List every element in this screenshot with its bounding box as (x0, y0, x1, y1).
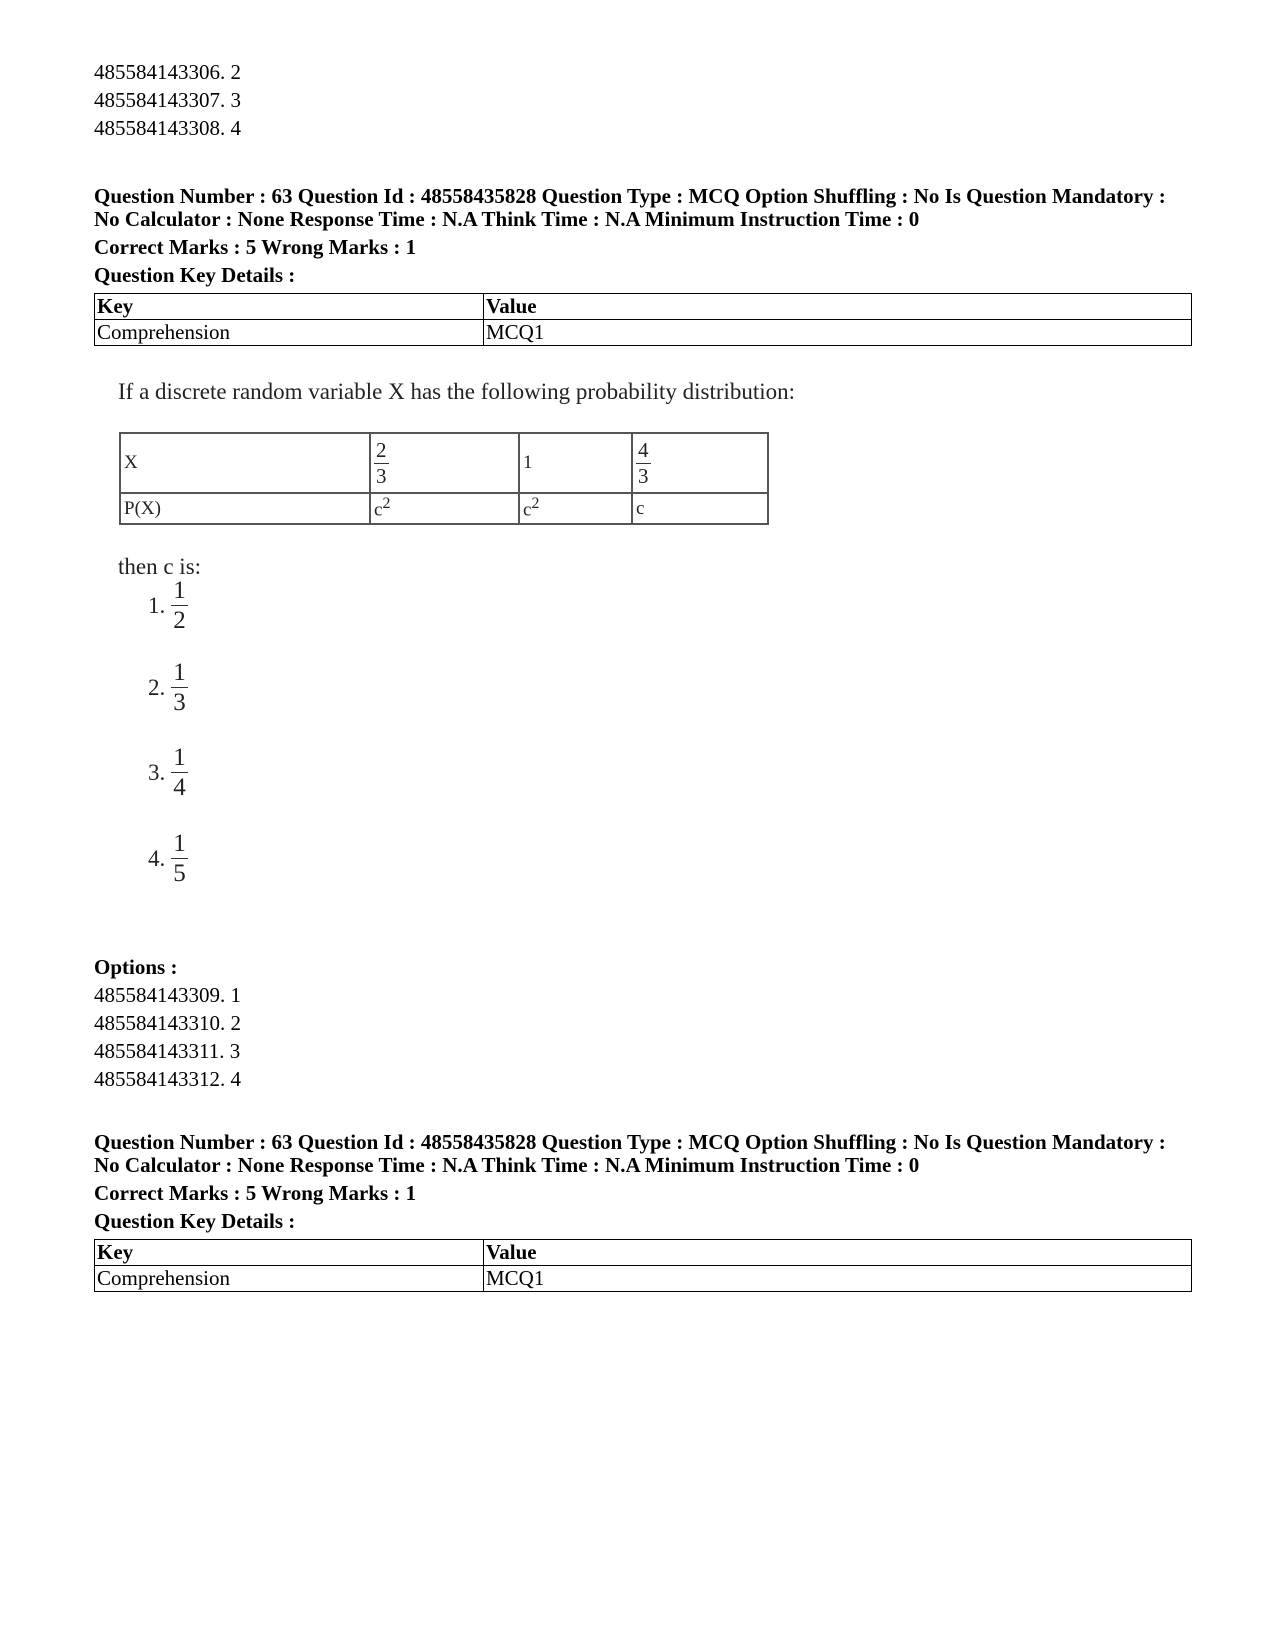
p-value-cell (370, 493, 519, 524)
fraction (636, 437, 651, 488)
option-2: 485584143310. 2 (94, 1011, 241, 1035)
value-cell: MCQ1 (484, 320, 1192, 346)
x-value-cell (370, 433, 519, 493)
question2-header-line2: No Calculator : None Response Time : N.A Think Time : N.A Minimum Instruction Time : 0 (94, 1153, 920, 1177)
value-header: Value (484, 1240, 1192, 1266)
options-label: Options : (94, 955, 178, 979)
p-base: c (523, 499, 532, 521)
numerator: 1 (173, 744, 186, 771)
prev-option-1: 485584143306. 2 (94, 60, 241, 84)
x-value-cell (632, 433, 768, 493)
key-cell: Comprehension (95, 320, 484, 346)
key-table-header-row (95, 294, 1192, 320)
question2-key-details-label: Question Key Details : (94, 1209, 296, 1233)
choice-fraction (171, 745, 188, 800)
choice-fraction (171, 831, 188, 886)
question-prompt: If a discrete random variable X has the following probability distribution: (118, 379, 796, 404)
question2-key-table (94, 1239, 1192, 1292)
numerator: 1 (173, 577, 186, 604)
numerator: 1 (173, 830, 186, 857)
denominator: 4 (173, 774, 186, 801)
p-base: c (374, 499, 383, 521)
denominator: 2 (173, 607, 186, 634)
numerator: 1 (173, 659, 186, 686)
then-text: then c is: (118, 554, 202, 579)
option-4: 485584143312. 4 (94, 1067, 241, 1091)
question-image (94, 368, 854, 948)
key-table-header-row (95, 1240, 1192, 1266)
p-label-cell: P(X) (120, 493, 370, 524)
choice-label: 4. (148, 845, 166, 871)
question1-key-table (94, 293, 1192, 346)
p-exponent: 2 (382, 495, 391, 513)
choice-2 (148, 660, 188, 715)
numerator: 2 (376, 437, 387, 462)
question1-header-line2: No Calculator : None Response Time : N.A Think Time : N.A Minimum Instruction Time : 0 (94, 207, 920, 231)
key-cell: Comprehension (95, 1266, 484, 1292)
key-header: Key (95, 294, 484, 320)
choice-3 (148, 745, 188, 800)
p-value-cell (519, 493, 632, 524)
x-value-cell: 1 (519, 433, 632, 493)
choice-label: 1. (148, 592, 166, 618)
p-exponent: 2 (531, 495, 540, 513)
prev-option-3: 485584143308. 4 (94, 116, 241, 140)
choice-fraction (171, 660, 188, 715)
question2-marks: Correct Marks : 5 Wrong Marks : 1 (94, 1181, 417, 1205)
fraction (374, 437, 389, 488)
p-value-cell (632, 493, 768, 524)
value-header: Value (484, 294, 1192, 320)
question2-header-line1: Question Number : 63 Question Id : 48558435828 Question Type : MCQ Option Shuffling : No Is Question Mandatory : (94, 1130, 1166, 1154)
key-table-row (95, 320, 1192, 346)
probability-distribution-table (119, 432, 769, 525)
value-cell: MCQ1 (484, 1266, 1192, 1292)
numerator: 4 (638, 437, 649, 462)
key-header: Key (95, 1240, 484, 1266)
prev-option-2: 485584143307. 3 (94, 88, 241, 112)
option-3: 485584143311. 3 (94, 1039, 241, 1063)
choice-label: 2. (148, 674, 166, 700)
choice-1 (148, 578, 188, 633)
denominator: 5 (173, 860, 186, 887)
choice-fraction (171, 578, 188, 633)
question1-key-details-label: Question Key Details : (94, 263, 296, 287)
x-label-cell: X (120, 433, 370, 493)
denominator: 3 (173, 689, 186, 716)
question1-marks: Correct Marks : 5 Wrong Marks : 1 (94, 235, 417, 259)
p-base: c (636, 497, 645, 519)
question1-header-line1: Question Number : 63 Question Id : 48558435828 Question Type : MCQ Option Shuffling : No Is Question Mandatory : (94, 184, 1166, 208)
x-row (120, 433, 768, 493)
option-1: 485584143309. 1 (94, 983, 241, 1007)
choice-4 (148, 831, 188, 886)
key-table-row (95, 1266, 1192, 1292)
p-row (120, 493, 768, 524)
denominator: 3 (376, 463, 387, 488)
choice-label: 3. (148, 759, 166, 785)
denominator: 3 (638, 463, 649, 488)
